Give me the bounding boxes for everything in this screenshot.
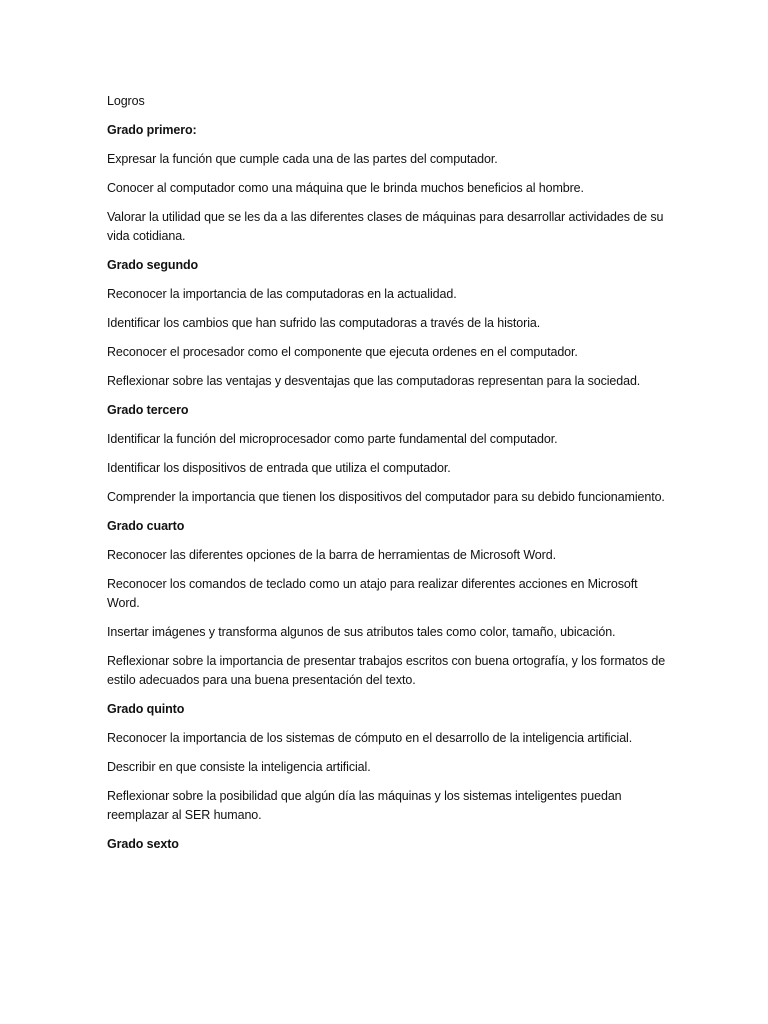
achievement-item: Expresar la función que cumple cada una de las partes del computador. bbox=[107, 152, 498, 166]
document-page bbox=[107, 92, 667, 864]
section-heading-grado-sexto: Grado sexto bbox=[107, 837, 179, 851]
achievement-item: Reflexionar sobre las ventajas y desventajas que las computadoras representan para la sociedad. bbox=[107, 374, 641, 388]
achievement-item: Identificar los cambios que han sufrido las computadoras a través de la historia. bbox=[107, 316, 541, 330]
achievement-item: Reconocer las diferentes opciones de la barra de herramientas de Microsoft Word. bbox=[107, 548, 556, 562]
achievement-item: Insertar imágenes y transforma algunos de sus atributos tales como color, tamaño, ubicación. bbox=[107, 625, 616, 639]
achievement-item: Describir en que consiste la inteligencia artificial. bbox=[107, 760, 371, 774]
achievement-item: Reconocer la importancia de las computadoras en la actualidad. bbox=[107, 287, 457, 301]
section-heading-grado-tercero: Grado tercero bbox=[107, 403, 189, 417]
achievement-item: Conocer al computador como una máquina que le brinda muchos beneficios al hombre. bbox=[107, 181, 584, 195]
achievement-item: Reconocer el procesador como el componente que ejecuta ordenes en el computador. bbox=[107, 345, 578, 359]
achievement-item: Comprender la importancia que tienen los dispositivos del computador para su debido funcionamiento. bbox=[107, 490, 665, 504]
section-heading-grado-segundo: Grado segundo bbox=[107, 258, 199, 272]
achievement-item: Valorar la utilidad que se les da a las diferentes clases de máquinas para desarrollar actividades de su vida cotidiana. bbox=[107, 210, 664, 243]
achievement-item: Reflexionar sobre la posibilidad que algún día las máquinas y los sistemas inteligentes puedan reemplazar al SER humano. bbox=[107, 789, 622, 822]
section-heading-grado-quinto: Grado quinto bbox=[107, 702, 185, 716]
achievement-item: Reflexionar sobre la importancia de presentar trabajos escritos con buena ortografía, y los formatos de estilo adecuados para una buena presentación del texto. bbox=[107, 654, 666, 687]
achievement-item: Reconocer los comandos de teclado como un atajo para realizar diferentes acciones en Microsoft Word. bbox=[107, 577, 638, 610]
achievement-item: Identificar los dispositivos de entrada que utiliza el computador. bbox=[107, 461, 451, 475]
achievement-item: Identificar la función del microprocesador como parte fundamental del computador. bbox=[107, 432, 558, 446]
section-heading-grado-primero: Grado primero: bbox=[107, 123, 197, 137]
document-title: Logros bbox=[107, 94, 145, 108]
achievement-item: Reconocer la importancia de los sistemas de cómputo en el desarrollo de la inteligencia artificial. bbox=[107, 731, 633, 745]
section-heading-grado-cuarto: Grado cuarto bbox=[107, 519, 185, 533]
